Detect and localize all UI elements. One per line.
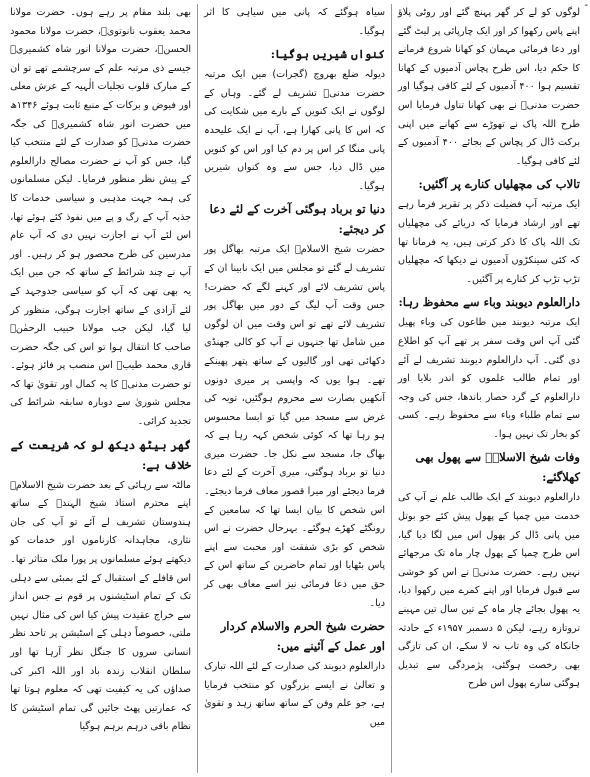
article-columns xyxy=(4,4,586,773)
section-heading: کنواں شیریں ہوگیا: xyxy=(270,47,386,62)
section-heading: تالاب کی مچھلیاں کنارے پر آگئیں: xyxy=(418,177,580,192)
paragraph: بھی بلند مقام پر رہے ہوں۔ حضرت مولانا محمد یعقوب نانوتویؒ، حضرت مولانا محمود الحسنؒ، حضرت مولانا انور شاہ کشمیریؒ جیسے ذی مرتبہ علم کے سرچشمے تھے تو ان کے مبارک قلوب تجلیات الٰہیہ کے عرش معلی اور فیوض و برکات کے منبع ثابت ہوئے ۱۳۴۶ھ میں حضرت انور شاہ کشمیریؒ کی جگہ حضرت مدنیؒ کو صدارت کے لئے منتخب کیا گیا، جس کو آپ نے حضرت مصالح دارالعلوم کے پیش نظر منظور فرمایا۔ لیکن مسلمانوں کی ہمہ جہت مذہبی و سیاسی خدمات کا جذبہ آپ کے رگ و پے میں نفوذ کئے ہوئے تھا، اس لئے آپ نے اجازت نہیں دی کہ آپ عام مدرسین کی طرح محصور ہو کر رہیں۔ اور آپ نے چند شرائط کے ساتھ کہ جن میں ایک یہ بھی تھی کہ آپ کو سیاسی جدوجہد کے لئے آزادی کے ساتھ اجازت ہوگی، منظور کر لیا گیا، لیکن جب مولانا حبیب الرحمٰنؒ صاحب کا انتقال ہوا تو اس کی جگہ حضرت قاری محمد طیبؒ اس منصب پر فائز ہوئے۔ تو حضرت مدنیؒ کا یہ کمال اور تقویٰ تھا کہ مجلس شوریٰ سے دوبارہ سابقہ شرائط کی تجدید کرائی۔ xyxy=(10,7,192,428)
paragraph: سیاہ ہوگئے کہ پانی میں سیاہی کا اثر ہوگیا۔ xyxy=(204,7,386,37)
paragraph: دارالعلوم دیوبند کے ایک طالب علم نے آپ کی خدمت میں چمپا کے پھول پیش کئے جو بوتل میں پانی ڈال کر پھول اس میں لگا دیا گیا، اس طرح چمپا کے پھول چار ماہ تک مرجھائے نہیں رہے۔ حضرت مدنیؒ نے اس کو خوشی سے قبول فرمایا اور اپنے کمرے میں رکھوا دیا، یہ پھول بجائے چار ماہ کے تین سال تین مہینے تروتازہ رہے، لیکن ۵ دسمبر ۱۹۵۷ء کے حادثہ جانکاہ کی وہ تاب نہ لا سکے، ان کی تازگی بھی رخصت ہوگئی، پژمردگی سے تبدیل ہوگئی سارے پھول اس طرح xyxy=(398,492,581,690)
paragraph: دیولہ ضلع بھروچ (گجرات) میں ایک مرتبہ حضرت مدنیؒ تشریف لے گئے۔ وہاں کے لوگوں نے ایک کنویں کے بارے میں شکایت کی کہ اس کا پانی کھارا ہے، آپ نے ایک علیحدہ پانی منگا کر اس پر دم کیا اور اس کو کنویں میں ڈال دیا، جس سے وہ کنواں شیریں ہوگیا۔ xyxy=(204,69,386,192)
paragraph: حضرت شیخ الاسلامؒ ایک مرتبہ بھاگل پور تشریف لے گئے تو مجلس میں ایک نابینا ان کے پاس تشریف لائے اور کہنے لگے کہ حضرت! جس وقت آپ لیگ کے دور میں بھاگل پور تشریف لائے تھے تو اس وقت میں ان لوگوں میں شامل تھا جنہوں نے آپ کو کالی جھنڈی دکھائی تھی اور گالیوں کے ساتھ پتھر پھینکے تھے۔ ہوا یوں کہ واپسی پر میری دونوں آنکھیں بصارت سے محروم ہوگئیں، توبہ کی غرض سے مسجد میں گیا تو ایسا محسوس ہو رہا تھا کہ کوئی شخص کہہ رہا ہے کہ بھاگ جا، مسجد سے نکل جا۔ حضرت میری دنیا تو برباد ہوگئی، میری آخرت کے لئے دعا فرما دیجئے اور میرا قصور معاف فرما دیجئے۔ اس شخص کا بیان ایسا تھا کہ سامعین کے رونگٹے کھڑے ہوگئے۔ بہرحال حضرت نے اس شخص کو بڑی شفقت اور محبت سے اپنے پاس بٹھایا اور تمام حاضرین کے ساتھ اس کے حق میں دعا فرمائی نیز اسے معاف بھی کر دیا۔ xyxy=(204,244,386,609)
column-middle xyxy=(198,4,392,773)
section-heading: گھر بیٹھ دیکھ لو کہ شریعت کے خلاف ہے: xyxy=(10,437,192,472)
paragraph: مالٹہ سے رہائی کے بعد حضرت شیخ الاسلامؒ اپنے محترم استاذ شیخ الہندؒ کے ساتھ ہندوستان تشریف لے آئے تو آپ کی جان نثاری، مجاہدانہ کارناموں اور خدمات کو دیکھتے ہوئے مسلمانوں پر پورا ملک متاثر تھا۔ اس قافلے کے استقبال کے لئے بمبئی سے دہلی تک کے تمام اسٹیشنوں پر قوم نے جس انداز سے خراج عقیدت پیش کیا اس کی مثال نہیں ملتی، خصوصاً دہلی کے اسٹیشن پر تاحد نظر انسانی سروں کا جنگل نظر آرہا تھا اور سلطان انقلاب زندہ باد اور اللہ اکبر کی صداؤں کی یہ کیفیت تھی کہ معلوم ہوتا تھا کہ عمارتیں پھٹ جائیں گی تمام اسٹیشن کا نظام باقی درہم برہم ہوگیا xyxy=(10,479,192,733)
paragraph: ایک مرتبہ آپ فضیلت ذکر پر تقریر فرما رہے تھے اور ارشاد فرمایا کہ دریائے کی مچھلیاں تک اللہ پاک کا ذکر کرتی ہیں، یہ فرمانا تھا کہ کئی سینکڑوں آدمیوں نے دیکھا کہ مچھلیاں تڑپ تڑپ کر کنارے پر آگئیں۔ xyxy=(398,199,580,285)
paragraph: دارالعلوم دیوبند کی صدارت کے لئے اللہ تبارک و تعالیٰ نے ایسے بزرگوں کو منتخب فرمایا ہے، جو علم وفن کے ساتھ ساتھ زہد و تقویٰ میں xyxy=(204,661,386,728)
section-heading: حضرت شیخ الحرم والاسلام کردار اور عمل کے آئینے میں: xyxy=(220,619,386,654)
column-right xyxy=(392,4,586,773)
section-heading: دارالعلوم دیوبند وباء سے محفوظ رہا: xyxy=(398,295,580,310)
paragraph: لوگوں کو لے کر گھر پہنچ گئے اور روٹی پلاؤ اپنے پاس رکھوا کر اور ایک چارپائی پر لیٹ گئے اور دعا فرمائی مہمان کو کھانا شروع فرمانے کا حکم دیا، اس طرح پچاس آدمیوں کے کھانا تقسیم ہوا ۴۰۰ آدمیوں کے لئے کافی ہوگیا اور حضرت مدنیؒ نے بھی کھانا تناول فرمایا اس طرح اللہ پاک نے تھوڑے سے کھانے میں اپنی برکت ڈال کر پچاس کے بجائے ۴۰۰ آدمیوں کے لئے کافی ہوگیا۔ xyxy=(398,7,580,167)
section-heading: دنیا تو برباد ہوگئی آخرت کے لئے دعا کر دیجئے: xyxy=(209,202,386,237)
section-heading: وفات شیخ الاسلامؒ سے پھول بھی کھلاگئے: xyxy=(415,450,580,485)
column-left xyxy=(4,4,198,773)
corner-mark: - xyxy=(584,0,588,11)
paragraph: ایک مرتبہ دیوبند میں طاعون کی وباء پھیل گئی آپ اس وقت سفر پر تھے آپ کو اطلاع دی گئی۔ آپ دارالعلوم دیوبند تشریف لے آئے اور تمام طالب علموں کو اندر بلایا اور دارالعلوم کے گرد حصار باندھا، جس کی وجہ سے تمام طلباء وباء سے محفوظ رہے۔ کسی کو بخار تک نہیں ہوا۔ xyxy=(398,317,580,440)
